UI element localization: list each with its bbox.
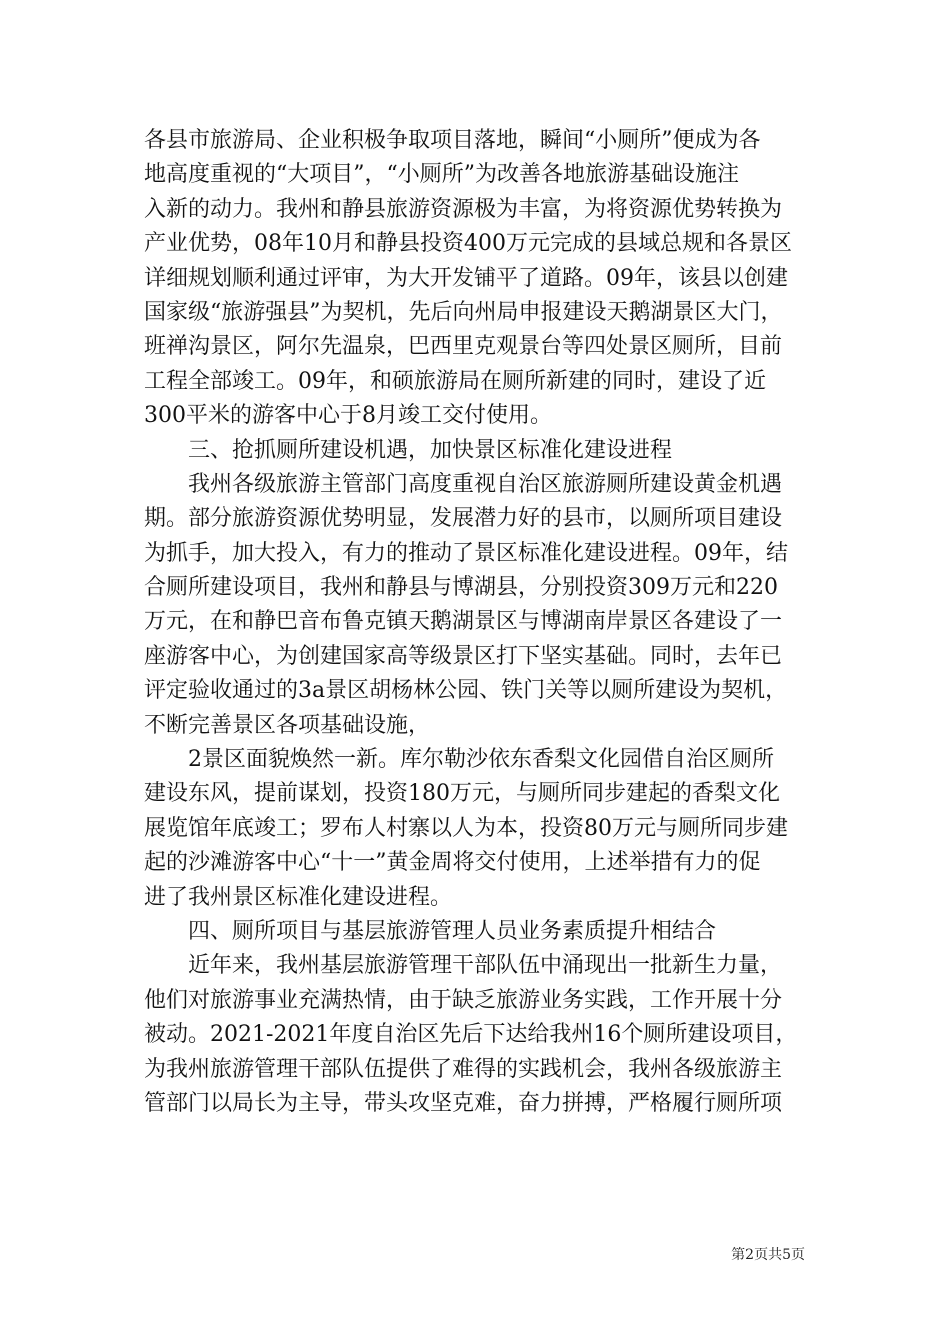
paragraph-start: 我州各级旅游主管部门高度重视自治区旅游厕所建设黄金机遇 [188,471,783,497]
section-heading-3: 三、抢抓厕所建设机遇，加快景区标准化建设进程 [188,437,673,463]
body-line: 进了我州景区标准化建设进程。 [144,884,453,910]
body-line: 他们对旅游事业充满热情，由于缺乏旅游业务实践，工作开展十分 [144,987,783,1013]
body-line: 为抓手，加大投入，有力的推动了景区标准化建设进程。09年，结 [144,540,788,566]
body-line: 为我州旅游管理干部队伍提供了难得的实践机会，我州各级旅游主 [144,1056,783,1082]
body-line: 班禅沟景区，阿尔先温泉，巴西里克观景台等四处景区厕所，目前 [144,334,783,360]
paragraph-start: 2景区面貌焕然一新。库尔勒沙依东香梨文化园借自治区厕所 [188,747,774,773]
body-line: 建设东风，提前谋划，投资180万元，与厕所同步建起的香梨文化 [144,781,780,807]
body-line: 管部门以局长为主导，带头攻坚克难，奋力拼搏，严格履行厕所项 [144,1090,783,1116]
body-line: 展览馆年底竣工；罗布人村寨以人为本，投资80万元与厕所同步建 [144,815,788,841]
body-line: 详细规划顺利通过评审，为大开发铺平了道路。09年，该县以创建 [144,265,788,291]
body-line: 产业优势，08年10月和静县投资400万元完成的县域总规和各景区 [144,231,792,257]
body-line: 入新的动力。我州和静县旅游资源极为丰富，为将资源优势转换为 [144,196,783,222]
body-line: 工程全部竣工。09年，和硕旅游局在厕所新建的同时，建设了近 [144,368,766,394]
document-body [144,124,804,1121]
paragraph-start: 近年来，我州基层旅游管理干部队伍中涌现出一批新生力量， [188,953,783,979]
body-line: 评定验收通过的3a景区胡杨林公园、铁门关等以厕所建设为契机， [144,678,788,704]
body-line: 合厕所建设项目，我州和静县与博湖县，分别投资309万元和220 [144,575,778,601]
body-line: 期。部分旅游资源优势明显，发展潜力好的县市，以厕所项目建设 [144,506,783,532]
body-line: 起的沙滩游客中心“十一”黄金周将交付使用，上述举措有力的促 [144,850,761,876]
body-line: 各县市旅游局、企业积极争取项目落地，瞬间“小厕所”便成为各 [144,128,761,153]
section-heading-4: 四、厕所项目与基层旅游管理人员业务素质提升相结合 [188,918,717,944]
page-number-footer: 第2页共5页 [731,1247,805,1263]
body-line: 座游客中心，为创建国家高等级景区打下坚实基础。同时，去年已 [144,643,783,669]
body-line: 300平米的游客中心于8月竣工交付使用。 [144,403,552,429]
body-line: 地高度重视的“大项目”，“小厕所”为改善各地旅游基础设施注 [144,162,739,188]
body-line: 国家级“旅游强县”为契机，先后向州局申报建设天鹅湖景区大门， [144,299,783,325]
body-line: 被动。2021-2021年度自治区先后下达给我州16个厕所建设项目， [144,1022,798,1048]
body-line: 不断完善景区各项基础设施， [144,712,431,738]
body-line: 万元，在和静巴音布鲁克镇天鹅湖景区与博湖南岸景区各建设了一 [144,609,783,635]
